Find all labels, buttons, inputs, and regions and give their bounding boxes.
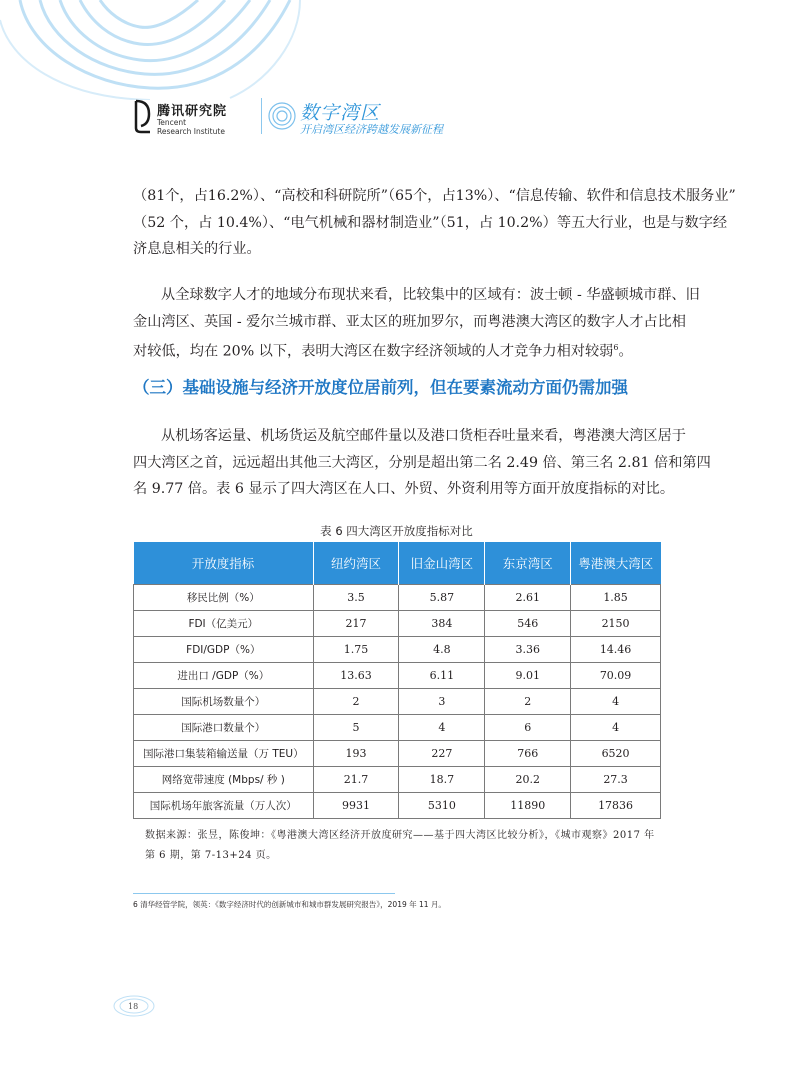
cell-value: 3.36 [485, 637, 571, 663]
cell-value: 17836 [571, 793, 661, 819]
paragraph-3-line-3: 名 9.77 倍。表 6 显示了四大湾区在人口、外贸、外资利用等方面开放度指标的对比。 [133, 481, 675, 497]
cell-value: 193 [313, 741, 399, 767]
cell-value: 11890 [485, 793, 571, 819]
cell-value: 227 [399, 741, 485, 767]
paragraph-1-line-1: （81个，占16.2%）、“高校和科研院所”（65个，占13%）、“信息传输、软件和信息技术服务业” [133, 188, 736, 204]
cell-value: 5.87 [399, 585, 485, 611]
col-header-sanfrancisco: 旧金山湾区 [399, 542, 485, 585]
cell-value: 4 [571, 715, 661, 741]
cell-value: 1.75 [313, 637, 399, 663]
cell-value: 5310 [399, 793, 485, 819]
row-label: FDI/GDP（%） [134, 637, 314, 663]
source-line-1: 数据来源：张昱，陈俊坤：《粤港澳大湾区经济开放度研究——基于四大湾区比较分析》，《城市观察》2017 年 [145, 830, 655, 841]
row-label: FDI（亿美元） [134, 611, 314, 637]
cell-value: 27.3 [571, 767, 661, 793]
cell-value: 1.85 [571, 585, 661, 611]
cell-value: 384 [399, 611, 485, 637]
cell-value: 5 [313, 715, 399, 741]
table-row [134, 793, 661, 819]
paragraph-2 [133, 282, 700, 365]
footnote-divider [133, 893, 395, 894]
table-caption: 表 6 四大湾区开放度指标对比 [320, 524, 473, 538]
row-label: 进出口 /GDP（%） [134, 663, 314, 689]
row-label: 国际港口数量个） [134, 715, 314, 741]
col-header-indicator: 开放度指标 [134, 542, 314, 585]
publication-subtitle: 开启湾区经济跨越发展新征程 [300, 123, 443, 136]
header-divider [261, 98, 262, 134]
page-header [133, 98, 733, 146]
org-name-en-line1: Tencent [157, 118, 187, 127]
cell-value: 6520 [571, 741, 661, 767]
table-row [134, 611, 661, 637]
row-label: 国际机场年旅客流量（万人次） [134, 793, 314, 819]
cell-value: 2 [313, 689, 399, 715]
table-row [134, 689, 661, 715]
table-row [134, 715, 661, 741]
cell-value: 70.09 [571, 663, 661, 689]
cell-value: 217 [313, 611, 399, 637]
table-row [134, 767, 661, 793]
table-row [134, 741, 661, 767]
publication-title: 数字湾区 [300, 102, 381, 124]
cell-value: 4.8 [399, 637, 485, 663]
paragraph-2-line-1: 从全球数字人才的地域分布现状来看，比较集中的区域有：波士顿 - 华盛顿城市群、旧 [161, 287, 700, 303]
cell-value: 6.11 [399, 663, 485, 689]
cell-value: 3 [399, 689, 485, 715]
paragraph-3-line-1: 从机场客运量、机场货运及航空邮件量以及港口货柜吞吐量来看，粤港澳大湾区居于 [161, 428, 686, 444]
cell-value: 3.5 [313, 585, 399, 611]
org-name-en-line2: Research Institute [157, 127, 225, 136]
paragraph-2-line-2: 金山湾区、英国 - 爱尔兰城市群、亚太区的班加罗尔，而粤港澳大湾区的数字人才占比相 [133, 313, 686, 330]
paragraph-1 [133, 183, 736, 263]
cell-value: 2 [485, 689, 571, 715]
row-label: 国际港口集装箱输送量（万 TEU） [134, 741, 314, 767]
cell-value: 9.01 [485, 663, 571, 689]
background-wave-decoration [0, 0, 793, 100]
cell-value: 13.63 [313, 663, 399, 689]
paragraph-2-line-3-text: 对较低，均在 20% 以下，表明大湾区在数字经济领域的人才竞争力相对较弱 [133, 343, 614, 360]
paragraph-2-line-3: 对较低，均在 20% 以下，表明大湾区在数字经济领域的人才竞争力相对较弱$^6$。 [133, 343, 633, 360]
paragraph-1-line-2: （52 个，占 10.4%）、“电气机械和器材制造业”（51，占 10.2%）等五大行业，也是与数字经 [133, 214, 728, 231]
cell-value: 4 [571, 689, 661, 715]
cell-value: 14.46 [571, 637, 661, 663]
table-header-row [134, 542, 661, 585]
cell-value: 2.61 [485, 585, 571, 611]
cell-value: 21.7 [313, 767, 399, 793]
col-header-newyork: 纽约湾区 [313, 542, 399, 585]
org-name-cn: 腾讯研究院 [157, 104, 228, 119]
row-label: 国际机场数量个） [134, 689, 314, 715]
page-number: 18 [128, 1002, 139, 1011]
col-header-tokyo: 东京湾区 [485, 542, 571, 585]
paragraph-3 [133, 423, 711, 503]
cell-value: 766 [485, 741, 571, 767]
footnote-reference: 6 [613, 343, 619, 352]
cell-value: 2150 [571, 611, 661, 637]
row-label: 网络宽带速度 (Mbps/ 秒 ) [134, 767, 314, 793]
cell-value: 20.2 [485, 767, 571, 793]
paragraph-1-line-3: 济息息相关的行业。 [133, 241, 261, 257]
paragraph-3-line-2: 四大湾区之首，远远超出其他三大湾区，分别是超出第二名 2.49 倍、第三名 2.81 倍和第四 [133, 454, 711, 471]
openness-indicator-table [133, 542, 661, 819]
table-row [134, 585, 661, 611]
section-heading: （三）基础设施与经济开放度位居前列，但在要素流动方面仍需加强 [133, 378, 628, 397]
col-header-gba: 粤港澳大湾区 [571, 542, 661, 585]
tencent-research-logo-icon [133, 98, 153, 134]
footnote: 6 清华经管学院，领英：《数字经济时代的创新城市和城市群发展研究报告》，2019 年 11 月。 [133, 900, 446, 909]
table-source-note [145, 826, 670, 866]
digital-bay-swirl-icon [267, 101, 297, 131]
cell-value: 9931 [313, 793, 399, 819]
row-label: 移民比例（%） [134, 585, 314, 611]
cell-value: 546 [485, 611, 571, 637]
table-row [134, 663, 661, 689]
table-row [134, 637, 661, 663]
cell-value: 18.7 [399, 767, 485, 793]
cell-value: 4 [399, 715, 485, 741]
source-line-2: 第 6 期，第 7-13+24 页。 [145, 850, 277, 861]
cell-value: 6 [485, 715, 571, 741]
